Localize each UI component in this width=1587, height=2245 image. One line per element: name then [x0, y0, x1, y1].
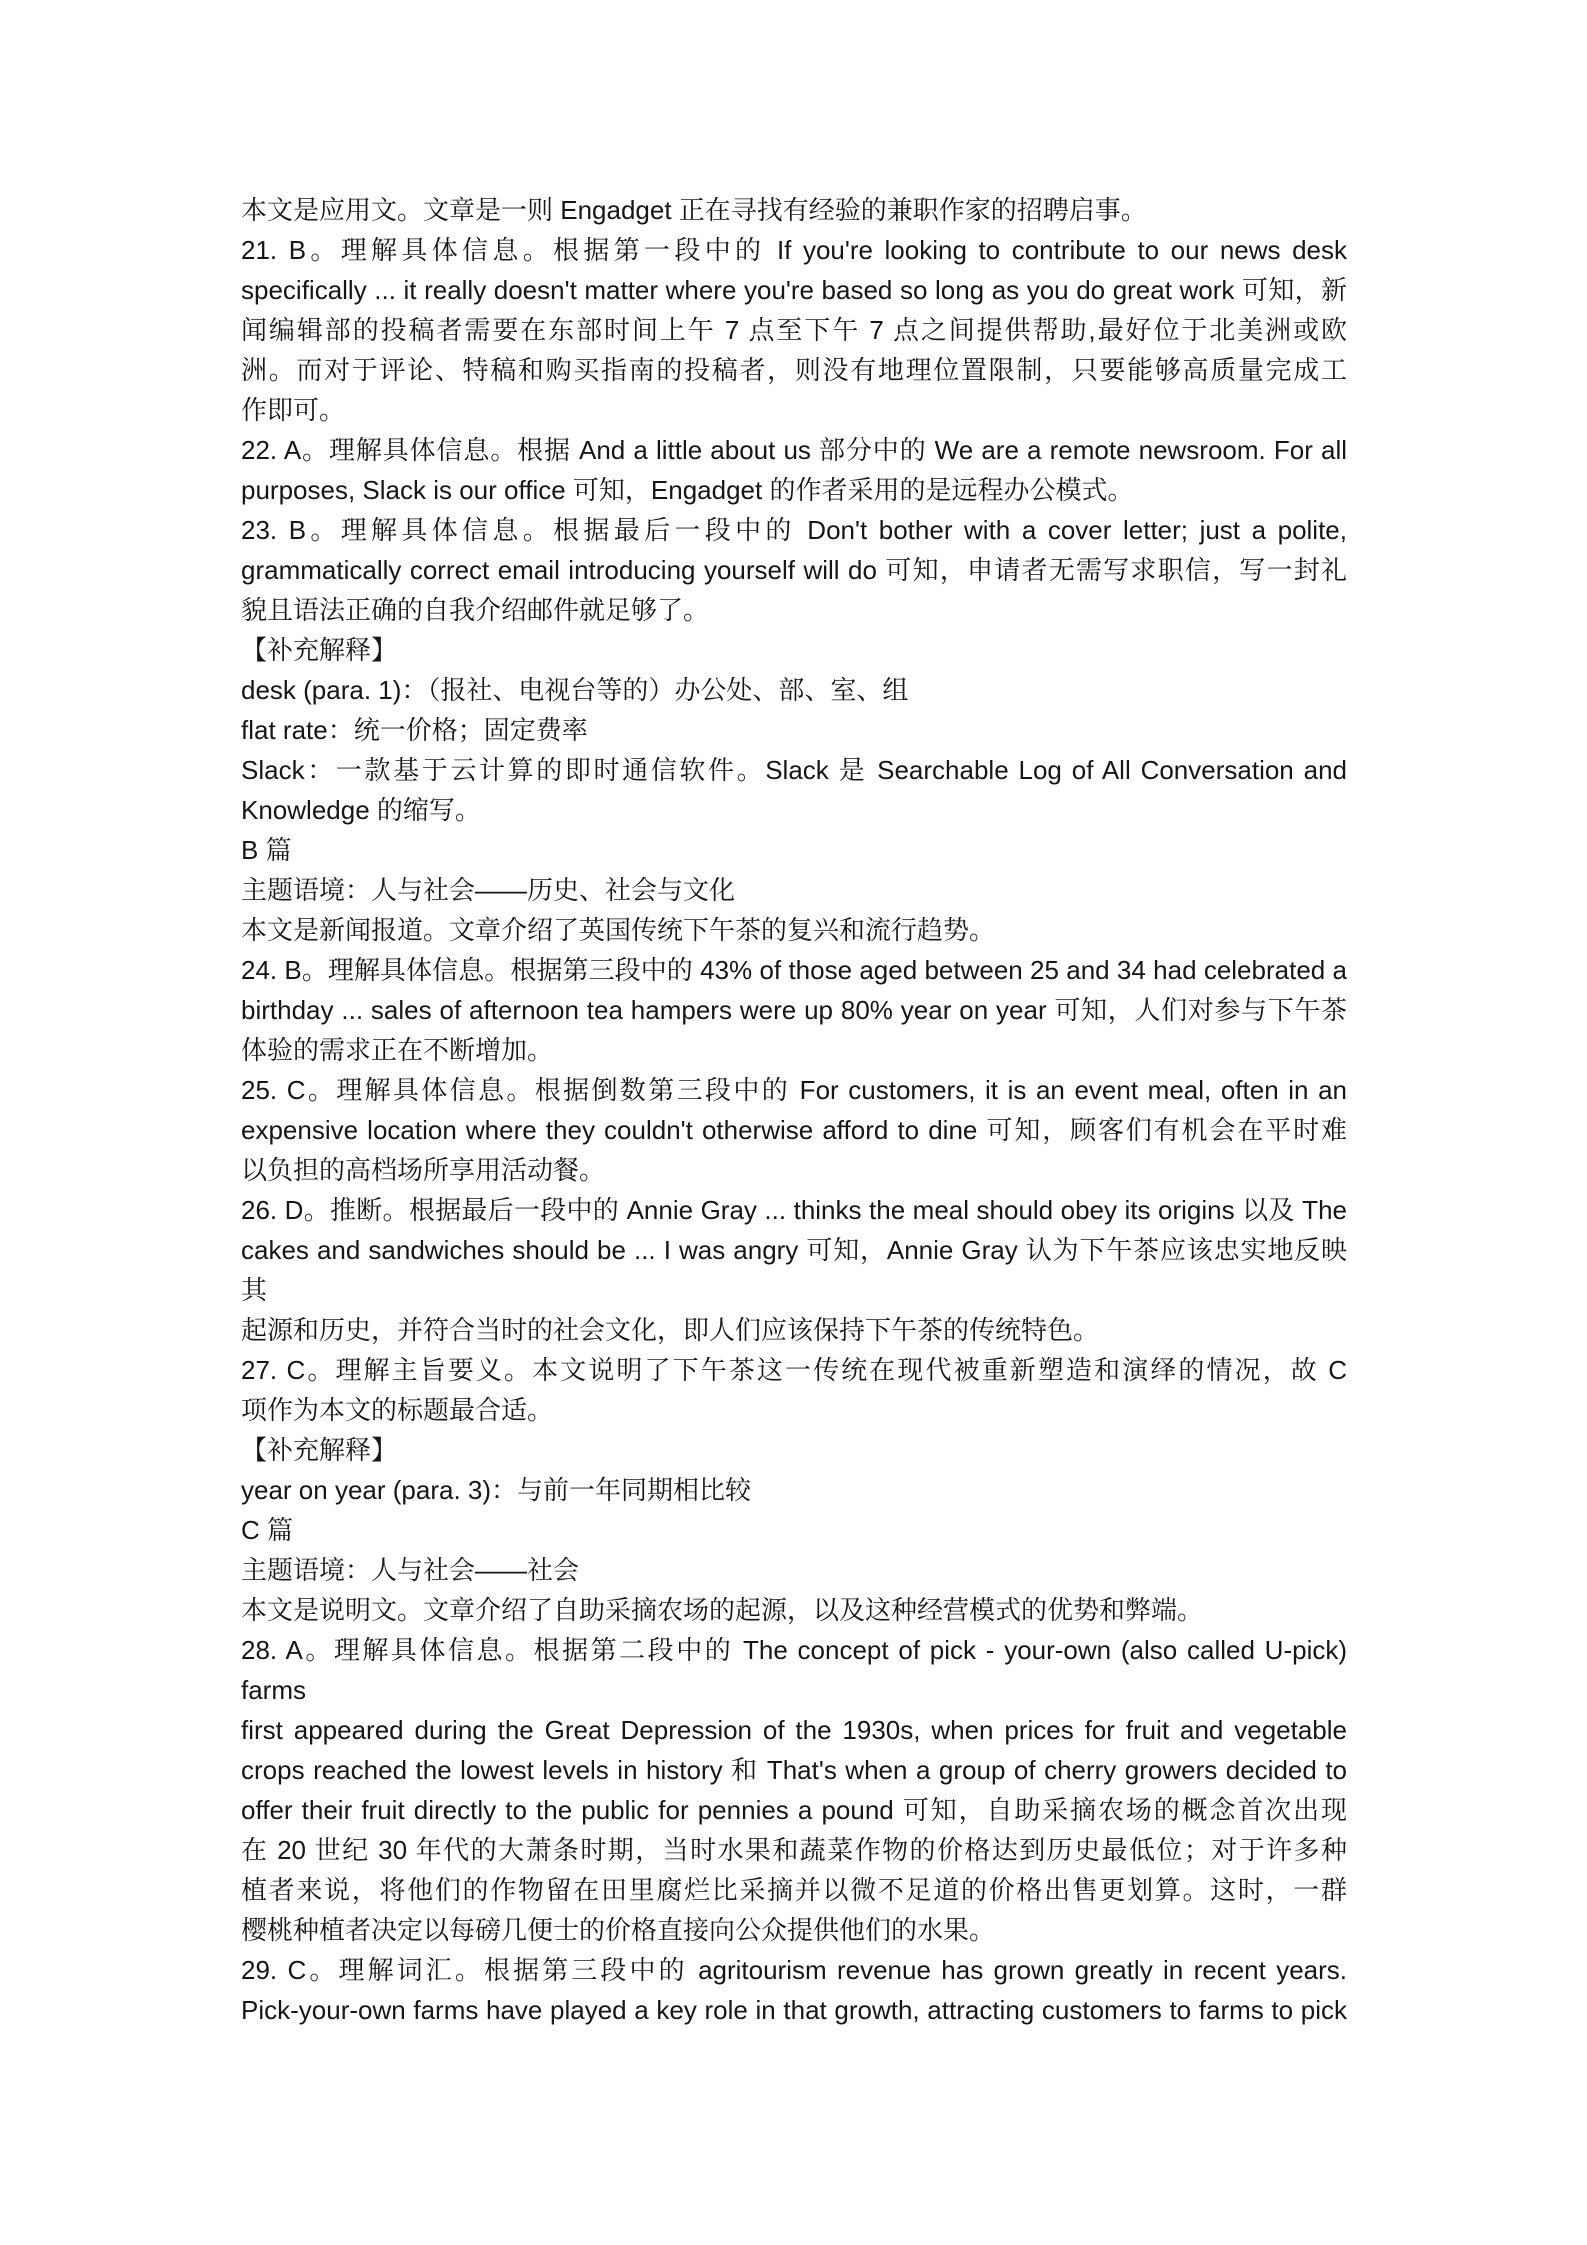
text-line: purposes, Slack is our office 可知，Engadget 的作者采用的是远程办公模式。	[241, 475, 1134, 505]
text-line: 樱桃种植者决定以每磅几便士的价格直接向公众提供他们的水果。	[241, 1915, 996, 1945]
text-line: Slack：一款基于云计算的即时通信软件。Slack 是 Searchable Log of All Conversation and	[241, 755, 1347, 785]
text-line: year on year (para. 3)：与前一年同期相比较	[241, 1475, 752, 1505]
text-line: 本文是新闻报道。文章介绍了英国传统下午茶的复兴和流行趋势。	[241, 915, 996, 945]
text-line: 项作为本文的标题最合适。	[241, 1395, 554, 1425]
text-line: 主题语境：人与社会——历史、社会与文化	[241, 875, 736, 905]
text-line: birthday ... sales of afternoon tea hampers were up 80% year on year 可知，人们对参与下午茶	[241, 995, 1347, 1025]
text-line: 【补充解释】	[241, 635, 398, 665]
text-line: 起源和历史，并符合当时的社会文化，即人们应该保持下午茶的传统特色。	[241, 1315, 1100, 1345]
text-line: 29. C。理解词汇。根据第三段中的 agritourism revenue has grown greatly in recent years.	[241, 1955, 1347, 1985]
text-line: 在 20 世纪 30 年代的大萧条时期，当时水果和蔬菜作物的价格达到历史最低位；对于许多种	[241, 1835, 1347, 1865]
text-line: 体验的需求正在不断增加。	[241, 1035, 554, 1065]
text-line: 21. B。理解具体信息。根据第一段中的 If you're looking to contribute to our news desk	[241, 235, 1347, 265]
text-line: 24. B。理解具体信息。根据第三段中的 43% of those aged between 25 and 34 had celebrated a	[241, 955, 1347, 985]
text-line: 23. B。理解具体信息。根据最后一段中的 Don't bother with a cover letter; just a polite,	[241, 515, 1347, 545]
text-line: B 篇	[241, 835, 292, 865]
text-line: 26. D。推断。根据最后一段中的 Annie Gray ... thinks the meal should obey its origins 以及 The	[241, 1195, 1347, 1225]
answer-text-block	[241, 190, 1347, 2030]
text-line: desk (para. 1)：（报社、电视台等的）办公处、部、室、组	[241, 675, 909, 705]
text-line: C 篇	[241, 1515, 294, 1545]
text-line: 本文是应用文。文章是一则 Engadget 正在寻找有经验的兼职作家的招聘启事。	[241, 195, 1147, 225]
text-line: 27. C。理解主旨要义。本文说明了下午茶这一传统在现代被重新塑造和演绎的情况，故 C	[241, 1355, 1347, 1385]
text-line: 洲。而对于评论、特稿和购买指南的投稿者，则没有地理位置限制，只要能够高质量完成工	[241, 355, 1347, 385]
text-line: 22. A。理解具体信息。根据 And a little about us 部分中的 We are a remote newsroom. For all	[241, 435, 1347, 465]
text-line: Pick-your-own farms have played a key role in that growth, attracting customers to farms to pick	[241, 1995, 1347, 2025]
text-line: first appeared during the Great Depression of the 1930s, when prices for fruit and vegetable	[241, 1715, 1347, 1745]
text-line: expensive location where they couldn't otherwise afford to dine 可知，顾客们有机会在平时难	[241, 1115, 1347, 1145]
text-line: 28. A。理解具体信息。根据第二段中的 The concept of pick - your-own (also called U-pick) farms	[241, 1635, 1347, 1705]
text-line: cakes and sandwiches should be ... I was angry 可知，Annie Gray 认为下午茶应该忠实地反映其	[241, 1235, 1347, 1305]
text-line: offer their fruit directly to the public for pennies a pound 可知，自助采摘农场的概念首次出现	[241, 1795, 1347, 1825]
text-line: specifically ... it really doesn't matter where you're based so long as you do great work 可知，新	[241, 275, 1347, 305]
text-line: flat rate：统一价格；固定费率	[241, 715, 588, 745]
text-line: 貌且语法正确的自我介绍邮件就足够了。	[241, 595, 710, 625]
text-line: 【补充解释】	[241, 1435, 398, 1465]
text-line: 25. C。理解具体信息。根据倒数第三段中的 For customers, it is an event meal, often in an	[241, 1075, 1347, 1105]
text-line: Knowledge 的缩写。	[241, 795, 481, 825]
text-line: grammatically correct email introducing yourself will do 可知，申请者无需写求职信，写一封礼	[241, 555, 1347, 585]
text-line: 以负担的高档场所享用活动餐。	[241, 1155, 606, 1185]
text-line: 闻编辑部的投稿者需要在东部时间上午 7 点至下午 7 点之间提供帮助,最好位于北美洲或欧	[241, 315, 1347, 345]
text-line: 本文是说明文。文章介绍了自助采摘农场的起源，以及这种经营模式的优势和弊端。	[241, 1595, 1204, 1625]
text-line: crops reached the lowest levels in history 和 That's when a group of cherry growers decided to	[241, 1755, 1347, 1785]
text-line: 作即可。	[241, 395, 346, 425]
text-line: 主题语境：人与社会——社会	[241, 1555, 580, 1585]
text-line: 植者来说，将他们的作物留在田里腐烂比采摘并以微不足道的价格出售更划算。这时，一群	[241, 1875, 1347, 1905]
